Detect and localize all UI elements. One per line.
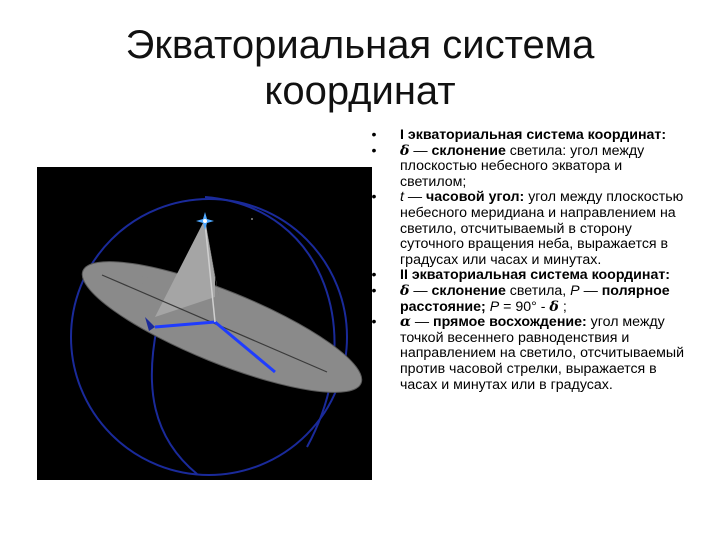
dash: —	[410, 314, 433, 331]
delta-symbol: δ	[400, 282, 410, 299]
term-declination: склонение	[431, 282, 506, 299]
list-item	[369, 315, 689, 393]
dash: —	[403, 189, 427, 206]
definition-text: светила,	[505, 282, 571, 299]
page-title	[60, 22, 660, 114]
bullet-icon: •	[371, 142, 377, 159]
title-line-2: координат	[264, 69, 456, 113]
formula-end: ;	[558, 298, 567, 315]
term-declination: склонение	[431, 142, 506, 159]
delta-symbol: δ	[400, 142, 410, 159]
bullet-icon: •	[371, 282, 377, 299]
alpha-symbol: α	[400, 314, 411, 331]
list-item	[369, 284, 689, 315]
term-polar-distance: полярное расстояние;	[400, 282, 670, 315]
title-line-1: Экваториальная система	[125, 23, 595, 67]
omega-label: Ω	[140, 274, 151, 289]
term-hour-angle: часовой угол:	[426, 189, 525, 206]
star-marker	[196, 212, 214, 230]
bullet-icon: •	[371, 189, 377, 206]
definition-text: угол между плоскостью небесного меридиана и направлением на светило, отсчитываемый в сторону суточного вращения неба, выражается в градусах или часах и минутах.	[400, 189, 684, 268]
heading-second-system: II экваториальная система координат:	[400, 267, 671, 284]
list-item	[369, 144, 689, 191]
formula-p: P	[485, 298, 500, 315]
dash: —	[409, 282, 432, 299]
bullet-icon: •	[371, 127, 377, 143]
bullet-icon: •	[371, 314, 377, 331]
p-symbol: P	[570, 282, 580, 299]
definitions-list	[369, 128, 689, 393]
term-right-ascension: прямое восхождение:	[433, 314, 587, 331]
faint-point	[251, 218, 253, 220]
list-item	[369, 190, 689, 268]
bullet-icon: •	[371, 267, 377, 284]
definition-text: светила: угол между плоскостью небесного экватора и светилом;	[400, 142, 645, 190]
definition-text: угол между точкой весеннего равноденствия и направлением на светило, отсчитываемый против часовой стрелки, выражается в часах и минутах или в градусах.	[400, 314, 685, 393]
list-item	[369, 128, 689, 144]
celestial-sphere-figure	[37, 167, 372, 480]
heading-first-system: I экваториальная система координат:	[400, 127, 667, 143]
formula-delta: δ	[549, 298, 559, 315]
celestial-sphere-svg	[37, 167, 372, 480]
formula-text: = 90° -	[499, 298, 550, 315]
list-item	[369, 268, 689, 284]
dash: —	[579, 282, 598, 299]
dash: —	[409, 142, 432, 159]
t-symbol: t	[400, 189, 404, 206]
